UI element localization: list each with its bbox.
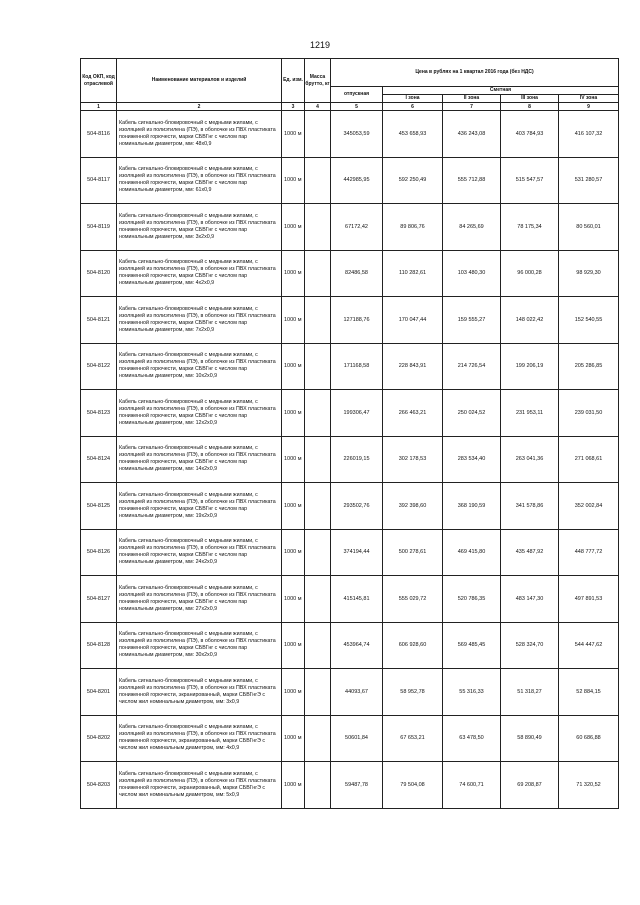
cell-name: Кабель сигнально-блокировочный с медными жилами, с изоляцией из полиэтилена (ПЭ), в оболочке из ПВХ пластиката пониженной горючести, марки СБВГнг с числом пар номинальным диаметром, мм: 61х0,9 bbox=[117, 157, 282, 204]
cell-mass bbox=[305, 250, 331, 297]
table-row bbox=[81, 157, 619, 204]
cell-name: Кабель сигнально-блокировочный с медными жилами, с изоляцией из полиэтилена (ПЭ), в оболочке из ПВХ пластиката пониженной горючести, марки СБВГнг с числом пар номинальным диаметром, мм: 7х2х0,9 bbox=[117, 297, 282, 344]
price-table bbox=[80, 58, 619, 809]
cell-release-price: 44093,67 bbox=[331, 669, 383, 716]
cell-zone-3-price: 69 208,87 bbox=[501, 762, 559, 809]
header-estimate: Сметная bbox=[383, 87, 619, 95]
cell-zone-2-price: 469 415,80 bbox=[443, 529, 501, 576]
cell-zone-4-price: 71 320,52 bbox=[559, 762, 619, 809]
cell-name: Кабель сигнально-блокировочный с медными жилами, с изоляцией из полиэтилена (ПЭ), в оболочке из ПВХ пластиката пониженной горючести, экранированный, марки СБВГнгЭ с числом жил номинальным диаметром, мм: 4х0,9 bbox=[117, 715, 282, 762]
cell-zone-4-price: 152 540,55 bbox=[559, 297, 619, 344]
cell-zone-3-price: 148 022,42 bbox=[501, 297, 559, 344]
table-row bbox=[81, 576, 619, 623]
cell-release-price: 199306,47 bbox=[331, 390, 383, 437]
cell-zone-4-price: 239 031,50 bbox=[559, 390, 619, 437]
cell-release-price: 82486,58 bbox=[331, 250, 383, 297]
cell-zone-3-price: 199 206,19 bbox=[501, 343, 559, 390]
cell-zone-3-price: 528 324,70 bbox=[501, 622, 559, 669]
cell-release-price: 59487,78 bbox=[331, 762, 383, 809]
cell-zone-3-price: 51 318,27 bbox=[501, 669, 559, 716]
cell-code: 504-8117 bbox=[81, 157, 117, 204]
cell-code: 504-8121 bbox=[81, 297, 117, 344]
cell-mass bbox=[305, 669, 331, 716]
cell-unit: 1000 м bbox=[282, 483, 305, 530]
table-row bbox=[81, 436, 619, 483]
cell-code: 504-8124 bbox=[81, 436, 117, 483]
cell-release-price: 453964,74 bbox=[331, 622, 383, 669]
cell-zone-2-price: 520 786,35 bbox=[443, 576, 501, 623]
cell-unit: 1000 м bbox=[282, 622, 305, 669]
table-row bbox=[81, 529, 619, 576]
cell-zone-1-price: 67 653,21 bbox=[383, 715, 443, 762]
cell-mass bbox=[305, 157, 331, 204]
cell-unit: 1000 м bbox=[282, 669, 305, 716]
cell-zone-1-price: 58 952,78 bbox=[383, 669, 443, 716]
cell-zone-4-price: 448 777,72 bbox=[559, 529, 619, 576]
column-numbers-row bbox=[81, 103, 619, 111]
cell-zone-2-price: 283 534,40 bbox=[443, 436, 501, 483]
cell-zone-2-price: 159 555,27 bbox=[443, 297, 501, 344]
cell-unit: 1000 м bbox=[282, 715, 305, 762]
cell-zone-2-price: 63 478,50 bbox=[443, 715, 501, 762]
table-row bbox=[81, 669, 619, 716]
cell-mass bbox=[305, 529, 331, 576]
cell-name: Кабель сигнально-блокировочный с медными жилами, с изоляцией из полиэтилена (ПЭ), в оболочке из ПВХ пластиката пониженной горючести, марки СБВГнг с числом пар номинальным диаметром, мм: 12х2х0,9 bbox=[117, 390, 282, 437]
cell-release-price: 415145,81 bbox=[331, 576, 383, 623]
cell-zone-2-price: 214 726,54 bbox=[443, 343, 501, 390]
cell-release-price: 50601,84 bbox=[331, 715, 383, 762]
cell-release-price: 374194,44 bbox=[331, 529, 383, 576]
cell-zone-3-price: 58 890,49 bbox=[501, 715, 559, 762]
header-unit: Ед. изм. bbox=[282, 59, 305, 103]
cell-unit: 1000 м bbox=[282, 111, 305, 158]
cell-zone-2-price: 555 712,88 bbox=[443, 157, 501, 204]
cell-zone-2-price: 569 485,45 bbox=[443, 622, 501, 669]
header-zone-2: II зона bbox=[443, 95, 501, 103]
cell-zone-3-price: 78 175,34 bbox=[501, 204, 559, 251]
cell-zone-1-price: 266 463,21 bbox=[383, 390, 443, 437]
cell-zone-1-price: 170 047,44 bbox=[383, 297, 443, 344]
cell-zone-2-price: 55 316,33 bbox=[443, 669, 501, 716]
cell-zone-1-price: 228 843,91 bbox=[383, 343, 443, 390]
cell-zone-3-price: 483 147,30 bbox=[501, 576, 559, 623]
cell-zone-3-price: 263 041,36 bbox=[501, 436, 559, 483]
cell-mass bbox=[305, 390, 331, 437]
col-number: 9 bbox=[559, 103, 619, 111]
cell-release-price: 171168,58 bbox=[331, 343, 383, 390]
table-body bbox=[81, 111, 619, 809]
col-number: 2 bbox=[117, 103, 282, 111]
cell-code: 504-8202 bbox=[81, 715, 117, 762]
cell-mass bbox=[305, 204, 331, 251]
cell-zone-1-price: 79 504,08 bbox=[383, 762, 443, 809]
cell-zone-3-price: 515 547,57 bbox=[501, 157, 559, 204]
cell-zone-1-price: 302 178,53 bbox=[383, 436, 443, 483]
cell-mass bbox=[305, 762, 331, 809]
cell-name: Кабель сигнально-блокировочный с медными жилами, с изоляцией из полиэтилена (ПЭ), в оболочке из ПВХ пластиката пониженной горючести, марки СБВГнг с числом пар номинальным диаметром, мм: 10х2х0,9 bbox=[117, 343, 282, 390]
cell-unit: 1000 м bbox=[282, 297, 305, 344]
cell-unit: 1000 м bbox=[282, 343, 305, 390]
cell-release-price: 67172,42 bbox=[331, 204, 383, 251]
header-name: Наименование материалов и изделий bbox=[117, 59, 282, 103]
cell-zone-2-price: 250 024,52 bbox=[443, 390, 501, 437]
cell-release-price: 226019,15 bbox=[331, 436, 383, 483]
cell-mass bbox=[305, 111, 331, 158]
cell-zone-1-price: 606 928,60 bbox=[383, 622, 443, 669]
cell-code: 504-8120 bbox=[81, 250, 117, 297]
cell-zone-2-price: 103 480,30 bbox=[443, 250, 501, 297]
cell-zone-2-price: 368 190,59 bbox=[443, 483, 501, 530]
cell-zone-4-price: 352 002,84 bbox=[559, 483, 619, 530]
cell-zone-4-price: 271 068,61 bbox=[559, 436, 619, 483]
cell-unit: 1000 м bbox=[282, 390, 305, 437]
cell-code: 504-8122 bbox=[81, 343, 117, 390]
cell-zone-4-price: 98 929,30 bbox=[559, 250, 619, 297]
cell-zone-4-price: 497 891,53 bbox=[559, 576, 619, 623]
cell-mass bbox=[305, 343, 331, 390]
cell-name: Кабель сигнально-блокировочный с медными жилами, с изоляцией из полиэтилена (ПЭ), в оболочке из ПВХ пластиката пониженной горючести, марки СБВГнг с числом пар номинальным диаметром, мм: 30х2х0,9 bbox=[117, 622, 282, 669]
col-number: 1 bbox=[81, 103, 117, 111]
cell-code: 504-8127 bbox=[81, 576, 117, 623]
cell-zone-2-price: 84 265,69 bbox=[443, 204, 501, 251]
header-zone-3: III зона bbox=[501, 95, 559, 103]
cell-code: 504-8125 bbox=[81, 483, 117, 530]
cell-name: Кабель сигнально-блокировочный с медными жилами, с изоляцией из полиэтилена (ПЭ), в оболочке из ПВХ пластиката пониженной горючести, марки СБВГнг с числом пар номинальным диаметром, мм: 27х2х0,9 bbox=[117, 576, 282, 623]
cell-mass bbox=[305, 715, 331, 762]
cell-zone-1-price: 592 250,49 bbox=[383, 157, 443, 204]
header-zone-1: I зона bbox=[383, 95, 443, 103]
cell-name: Кабель сигнально-блокировочный с медными жилами, с изоляцией из полиэтилена (ПЭ), в оболочке из ПВХ пластиката пониженной горючести, марки СБВГнг с числом пар номинальным диаметром, мм: 19х2х0,9 bbox=[117, 483, 282, 530]
cell-unit: 1000 м bbox=[282, 204, 305, 251]
header-code: Код ОКП, код отраслевой bbox=[81, 59, 117, 103]
col-number: 4 bbox=[305, 103, 331, 111]
table-row bbox=[81, 343, 619, 390]
cell-code: 504-8123 bbox=[81, 390, 117, 437]
cell-zone-3-price: 96 000,28 bbox=[501, 250, 559, 297]
cell-zone-1-price: 89 806,76 bbox=[383, 204, 443, 251]
cell-mass bbox=[305, 622, 331, 669]
cell-release-price: 345053,59 bbox=[331, 111, 383, 158]
cell-zone-4-price: 531 280,57 bbox=[559, 157, 619, 204]
cell-zone-1-price: 392 398,60 bbox=[383, 483, 443, 530]
cell-name: Кабель сигнально-блокировочный с медными жилами, с изоляцией из полиэтилена (ПЭ), в оболочке из ПВХ пластиката пониженной горючести, марки СБВГнг с числом пар номинальным диаметром, мм: 3х2х0,9 bbox=[117, 204, 282, 251]
cell-mass bbox=[305, 297, 331, 344]
cell-zone-4-price: 205 286,85 bbox=[559, 343, 619, 390]
cell-code: 504-8128 bbox=[81, 622, 117, 669]
cell-zone-3-price: 341 578,86 bbox=[501, 483, 559, 530]
cell-zone-1-price: 453 658,93 bbox=[383, 111, 443, 158]
table-row bbox=[81, 715, 619, 762]
table-row bbox=[81, 390, 619, 437]
header-zone-4: IV зона bbox=[559, 95, 619, 103]
cell-name: Кабель сигнально-блокировочный с медными жилами, с изоляцией из полиэтилена (ПЭ), в оболочке из ПВХ пластиката пониженной горючести, экранированный, марки СБВГнгЭ с числом жил номинальным диаметром, мм: 5х0,9 bbox=[117, 762, 282, 809]
col-number: 5 bbox=[331, 103, 383, 111]
cell-zone-1-price: 500 278,61 bbox=[383, 529, 443, 576]
cell-name: Кабель сигнально-блокировочный с медными жилами, с изоляцией из полиэтилена (ПЭ), в оболочке из ПВХ пластиката пониженной горючести, марки СБВГнг с числом пар номинальным диаметром, мм: 14х2х0,9 bbox=[117, 436, 282, 483]
cell-zone-2-price: 74 600,71 bbox=[443, 762, 501, 809]
cell-code: 504-8203 bbox=[81, 762, 117, 809]
cell-zone-1-price: 110 282,61 bbox=[383, 250, 443, 297]
table-row bbox=[81, 483, 619, 530]
cell-release-price: 127188,76 bbox=[331, 297, 383, 344]
cell-zone-1-price: 555 029,72 bbox=[383, 576, 443, 623]
cell-zone-4-price: 544 447,62 bbox=[559, 622, 619, 669]
cell-unit: 1000 м bbox=[282, 157, 305, 204]
cell-zone-3-price: 435 487,92 bbox=[501, 529, 559, 576]
header-mass: Масса брутто, кг bbox=[305, 59, 331, 103]
cell-unit: 1000 м bbox=[282, 762, 305, 809]
col-number: 8 bbox=[501, 103, 559, 111]
cell-name: Кабель сигнально-блокировочный с медными жилами, с изоляцией из полиэтилена (ПЭ), в оболочке из ПВХ пластиката пониженной горючести, экранированный, марки СБВГнгЭ с числом жил номинальным диаметром, мм: 3х0,9 bbox=[117, 669, 282, 716]
cell-zone-3-price: 403 784,93 bbox=[501, 111, 559, 158]
table-row bbox=[81, 250, 619, 297]
table-row bbox=[81, 111, 619, 158]
cell-zone-2-price: 436 243,08 bbox=[443, 111, 501, 158]
cell-unit: 1000 м bbox=[282, 436, 305, 483]
cell-zone-4-price: 60 686,88 bbox=[559, 715, 619, 762]
header-price-group: Цена в рублях на 1 квартал 2016 года (без НДС) bbox=[331, 59, 619, 87]
cell-zone-4-price: 416 107,32 bbox=[559, 111, 619, 158]
cell-code: 504-8201 bbox=[81, 669, 117, 716]
cell-name: Кабель сигнально-блокировочный с медными жилами, с изоляцией из полиэтилена (ПЭ), в оболочке из ПВХ пластиката пониженной горючести, марки СБВГнг с числом пар номинальным диаметром, мм: 24х2х0,9 bbox=[117, 529, 282, 576]
table-row bbox=[81, 204, 619, 251]
cell-name: Кабель сигнально-блокировочный с медными жилами, с изоляцией из полиэтилена (ПЭ), в оболочке из ПВХ пластиката пониженной горючести, марки СБВГнг с числом пар номинальным диаметром, мм: 48х0,9 bbox=[117, 111, 282, 158]
col-number: 7 bbox=[443, 103, 501, 111]
table-row bbox=[81, 297, 619, 344]
cell-mass bbox=[305, 436, 331, 483]
cell-name: Кабель сигнально-блокировочный с медными жилами, с изоляцией из полиэтилена (ПЭ), в оболочке из ПВХ пластиката пониженной горючести, марки СБВГнг с числом пар номинальным диаметром, мм: 4х2х0,9 bbox=[117, 250, 282, 297]
cell-unit: 1000 м bbox=[282, 250, 305, 297]
cell-code: 504-8116 bbox=[81, 111, 117, 158]
cell-unit: 1000 м bbox=[282, 576, 305, 623]
cell-mass bbox=[305, 483, 331, 530]
cell-zone-4-price: 52 884,15 bbox=[559, 669, 619, 716]
cell-zone-3-price: 231 953,11 bbox=[501, 390, 559, 437]
cell-code: 504-8126 bbox=[81, 529, 117, 576]
col-number: 6 bbox=[383, 103, 443, 111]
header-release: отпускная bbox=[331, 87, 383, 103]
col-number: 3 bbox=[282, 103, 305, 111]
table-row bbox=[81, 762, 619, 809]
cell-release-price: 442985,95 bbox=[331, 157, 383, 204]
cell-zone-4-price: 80 560,01 bbox=[559, 204, 619, 251]
page-number: 1219 bbox=[309, 40, 331, 50]
cell-mass bbox=[305, 576, 331, 623]
table-row bbox=[81, 622, 619, 669]
cell-code: 504-8119 bbox=[81, 204, 117, 251]
cell-release-price: 293502,76 bbox=[331, 483, 383, 530]
cell-unit: 1000 м bbox=[282, 529, 305, 576]
